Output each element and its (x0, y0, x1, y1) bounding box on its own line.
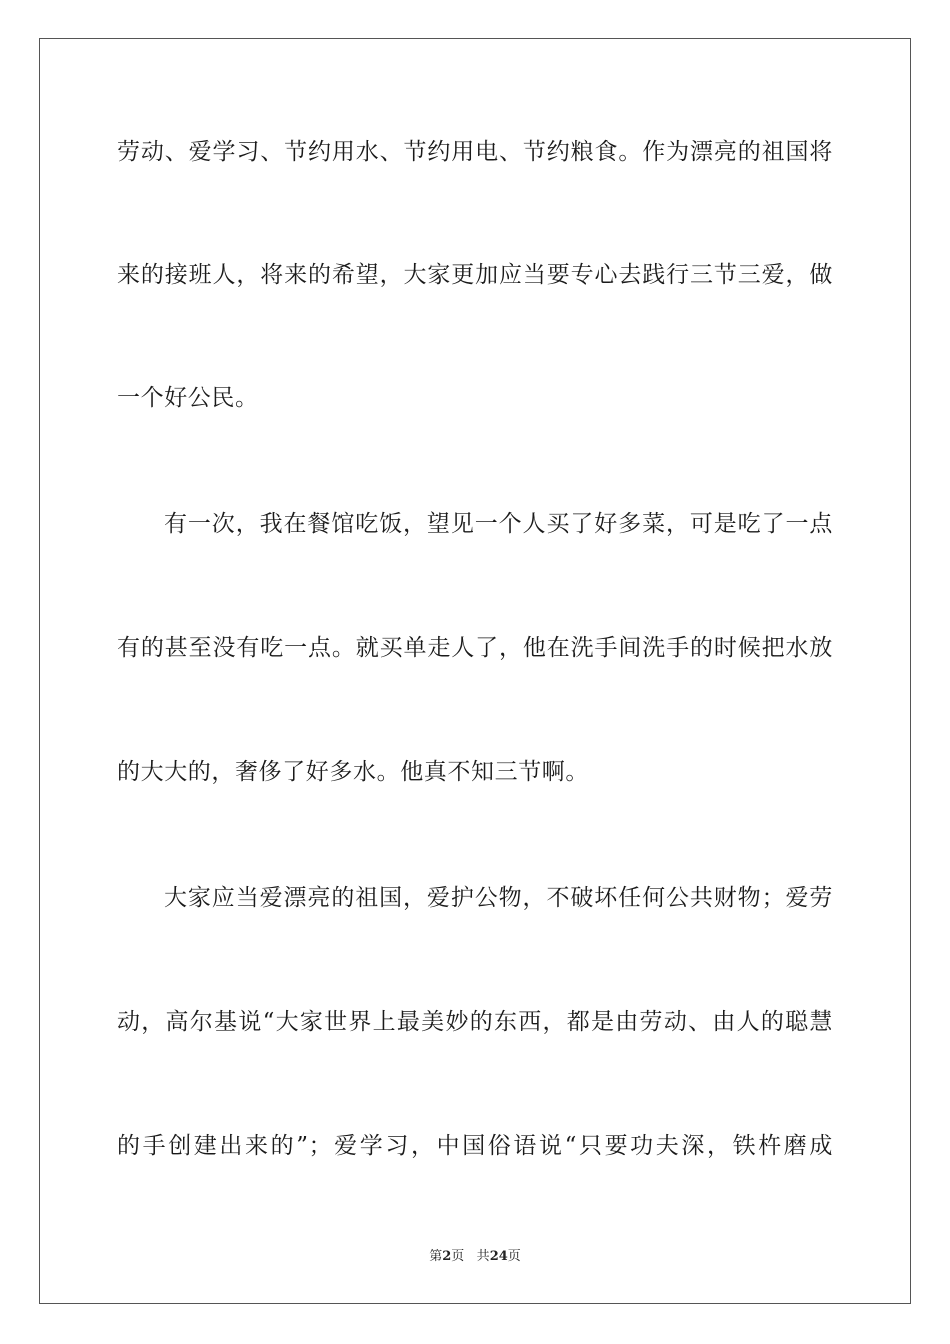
body-line-5: 有的甚至没有吃一点。就买单走人了，他在洗手间洗手的时候把水放 (117, 635, 833, 661)
body-line-7: 大家应当爱漂亮的祖国，爱护公物，不破坏任何公共财物；爱劳 (164, 885, 833, 911)
footer-total-pages: 24 (489, 1249, 508, 1264)
body-line-9: 的手创建出来的”；爱学习，中国俗语说“只要功夫深，铁杵磨成 (117, 1133, 833, 1159)
body-line-8: 动，高尔基说“大家世界上最美妙的东西，都是由劳动、由人的聪慧 (117, 1009, 833, 1035)
body-line-2: 来的接班人，将来的希望，大家更加应当要专心去践行三节三爱，做 (117, 262, 833, 288)
body-line-1: 劳动、爱学习、节约用水、节约用电、节约粮食。作为漂亮的祖国将 (117, 139, 833, 165)
footer-total-prefix: 共 (476, 1249, 490, 1264)
body-line-6: 的大大的，奢侈了好多水。他真不知三节啊。 (117, 759, 589, 785)
page-footer (0, 1248, 950, 1266)
footer-page-number: 2 (442, 1249, 452, 1264)
page-frame (39, 38, 911, 1304)
footer-page-suffix: 页 (451, 1249, 465, 1264)
body-line-3: 一个好公民。 (117, 385, 259, 411)
footer-page-prefix: 第 (429, 1249, 443, 1264)
body-line-4: 有一次，我在餐馆吃饭，望见一个人买了好多菜，可是吃了一点 (164, 511, 833, 537)
footer-total-suffix: 页 (507, 1249, 521, 1264)
